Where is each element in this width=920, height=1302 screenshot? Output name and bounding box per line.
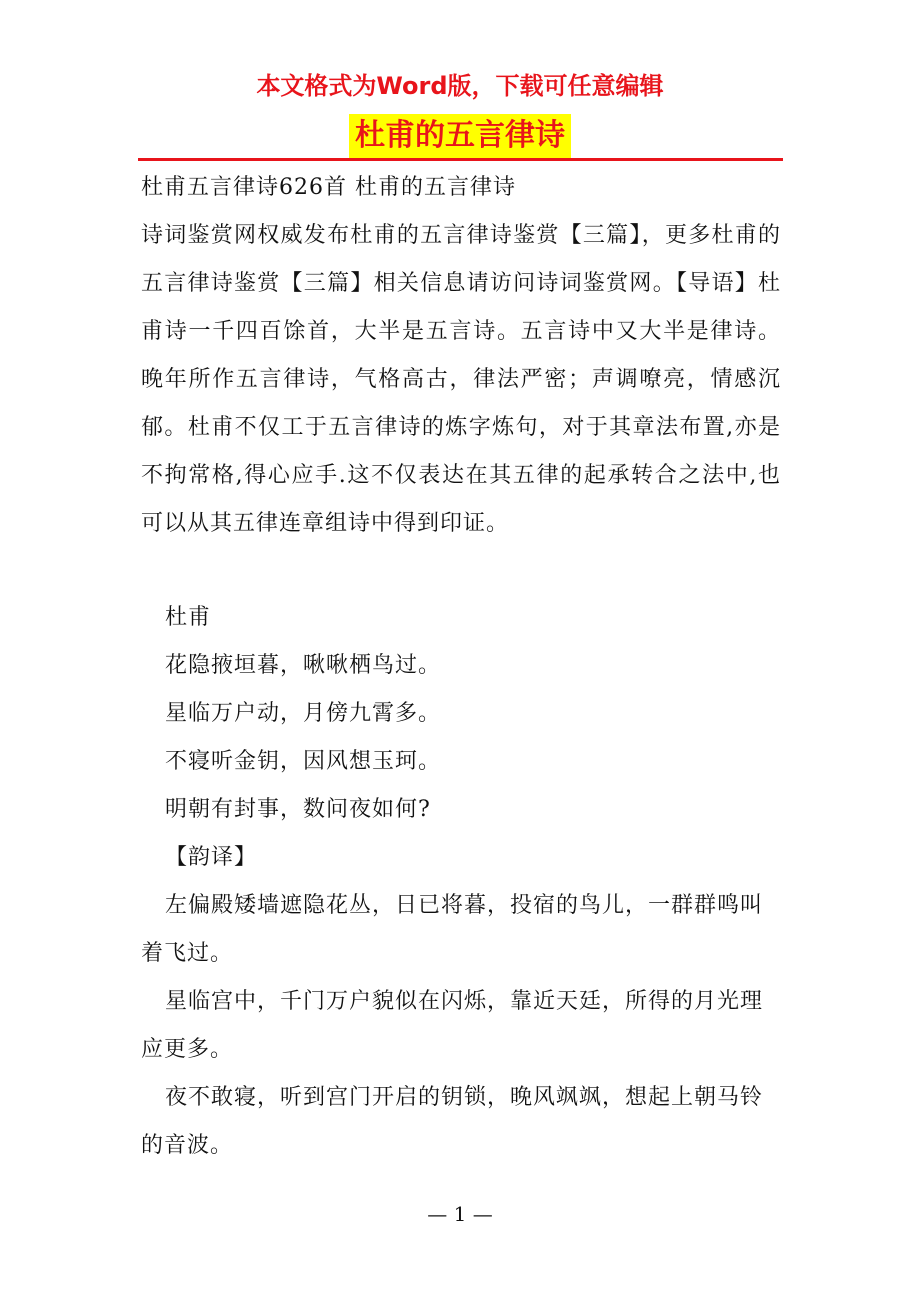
translation-paragraph: 夜不敢寝，听到宫门开启的钥锁，晚风飒飒，想起上朝马铃的音波。 (141, 1085, 764, 1158)
translation-block (141, 882, 781, 1170)
translation-heading: 【韵译】 (165, 845, 258, 870)
format-notice: 本文格式为Word版，下载可任意编辑 (256, 72, 664, 100)
document-title: 杜甫的五言律诗 (349, 114, 571, 158)
poem-line: 明朝有封事，数问夜如何? (165, 797, 431, 822)
subtitle: 杜甫五言律诗626首 杜甫的五言律诗 (141, 175, 516, 200)
page-number: — 1 — (427, 1202, 493, 1226)
title-container (0, 114, 920, 158)
poem-line: 星临万户动，月傍九霄多。 (165, 701, 442, 726)
intro-paragraph: 诗词鉴赏网权威发布杜甫的五言律诗鉴赏【三篇】，更多杜甫的五言律诗鉴赏【三篇】相关信息请访问诗词鉴赏网。【导语】杜甫诗一千四百馀首，大半是五言诗。五言诗中又大半是律诗。晚年所作五言律诗，气格高古，律法严密；声调嘹亮，情感沉郁。杜甫不仅工于五言律诗的炼字炼句，对于其章法布置,亦是不拘常格,得心应手.这不仅表达在其五律的起承转合之法中,也可以从其五律连章组诗中得到印证。 (141, 223, 781, 536)
poem-author: 杜甫 (165, 605, 212, 630)
poem-line: 花隐掖垣暮，啾啾栖鸟过。 (165, 653, 442, 678)
poem-line: 不寝听金钥，因风想玉珂。 (165, 749, 442, 774)
title-divider (138, 158, 783, 161)
poem-block (141, 594, 781, 882)
translation-paragraph: 左偏殿矮墙遮隐花丛，日已将暮，投宿的鸟儿，一群群鸣叫着飞过。 (141, 893, 764, 966)
translation-paragraph: 星临宫中，千门万户貌似在闪烁，靠近天廷，所得的月光理应更多。 (141, 989, 764, 1062)
